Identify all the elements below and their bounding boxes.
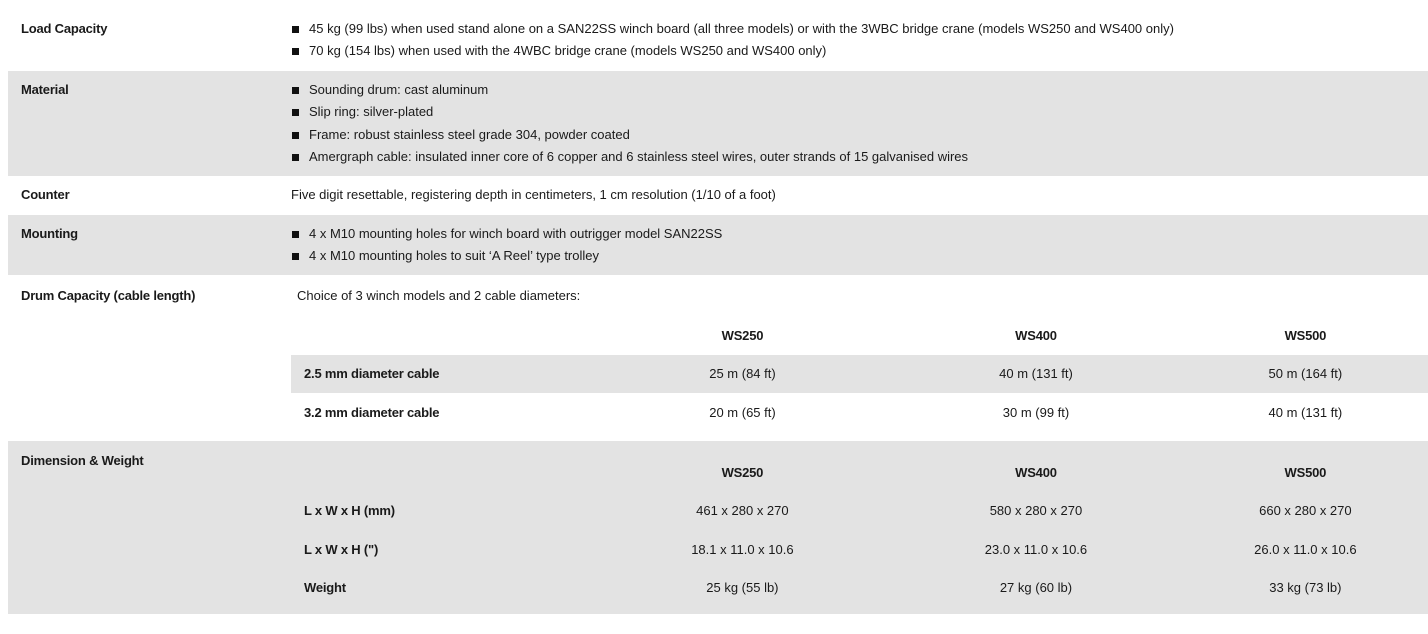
table-cell: 25 kg (55 lb) [706, 580, 779, 596]
table-cell: 40 m (131 ft) [889, 355, 1183, 394]
table-cell: 40 m (131 ft) [1268, 404, 1343, 420]
spec-row-counter [8, 176, 1428, 215]
square-bullet-icon [292, 253, 299, 260]
spec-label: Load Capacity [21, 21, 108, 36]
list-item: Sounding drum: cast aluminum [291, 79, 1428, 101]
table-row [291, 393, 1428, 432]
table-header-row [291, 316, 1428, 355]
column-header-ws500: WS500 [1284, 464, 1327, 480]
table-cell: 33 kg (73 lb) [1269, 580, 1342, 596]
drum-capacity-intro: Choice of 3 winch models and 2 cable diameters: [297, 288, 581, 303]
row-header: 2.5 mm diameter cable [291, 355, 596, 394]
dimension-weight-table [291, 453, 1428, 607]
list-item: 70 kg (154 lbs) when used with the 4WBC bridge crane (models WS250 and WS400 only) [291, 40, 1428, 62]
list-item: 4 x M10 mounting holes to suit ‘A Reel’ type trolley [291, 245, 1428, 267]
spec-row-material [8, 71, 1428, 176]
spec-value [291, 79, 1428, 176]
list-item: Slip ring: silver-plated [291, 101, 1428, 123]
square-bullet-icon [292, 132, 299, 139]
column-header-ws250: WS250 [721, 464, 764, 480]
spec-value: Five digit resettable, registering depth in centimeters, 1 cm resolution (1/10 of a foot) [291, 187, 776, 202]
spec-label: Mounting [21, 226, 78, 241]
spec-row-load-capacity [8, 8, 1428, 71]
bullet-list [291, 223, 1428, 268]
row-header: 3.2 mm diameter cable [304, 404, 440, 420]
table-cell: 660 x 280 x 270 [1259, 503, 1352, 519]
spec-value [291, 223, 1428, 275]
table-cell: 25 m (84 ft) [596, 355, 890, 394]
spec-row-dimension-weight [8, 441, 1428, 614]
square-bullet-icon [292, 48, 299, 55]
table-cell: 580 x 280 x 270 [989, 503, 1083, 519]
spec-value [291, 450, 1428, 614]
row-header: Weight [304, 580, 346, 596]
spec-row-drum-capacity [8, 275, 1428, 441]
row-header: L x W x H (mm) [304, 503, 395, 519]
spec-label: Dimension & Weight [21, 453, 144, 468]
square-bullet-icon [292, 26, 299, 33]
spec-label: Material [21, 82, 69, 97]
spec-row-mounting [8, 215, 1428, 275]
square-bullet-icon [292, 109, 299, 116]
row-header: L x W x H (") [304, 541, 379, 557]
column-header-ws400: WS400 [1015, 327, 1057, 343]
square-bullet-icon [292, 231, 299, 238]
table-cell: 50 m (164 ft) [1183, 355, 1428, 394]
bullet-list [291, 79, 1428, 169]
table-header-row [291, 453, 1428, 492]
column-header-ws500: WS500 [1284, 327, 1327, 343]
table-cell: 23.0 x 11.0 x 10.6 [984, 541, 1088, 557]
specifications-table [8, 8, 1428, 614]
spec-value [291, 18, 1428, 71]
table-row [291, 530, 1428, 569]
square-bullet-icon [292, 154, 299, 161]
table-corner [291, 316, 596, 355]
table-row [291, 355, 1428, 394]
list-item: 4 x M10 mounting holes for winch board with outrigger model SAN22SS [291, 223, 1428, 245]
bullet-list [291, 18, 1428, 63]
list-item: 45 kg (99 lbs) when used stand alone on a SAN22SS winch board (all three models) or with the 3WBC bridge crane (models WS250 and WS400 only) [291, 18, 1428, 40]
table-corner [291, 453, 596, 492]
table-cell: 18.1 x 11.0 x 10.6 [691, 541, 794, 557]
spec-label: Drum Capacity (cable length) [21, 288, 196, 303]
table-row [291, 569, 1428, 608]
spec-value [291, 285, 1428, 441]
square-bullet-icon [292, 87, 299, 94]
table-cell: 30 m (99 ft) [1002, 404, 1070, 420]
column-header-ws400: WS400 [1015, 464, 1057, 480]
spec-label: Counter [21, 187, 70, 202]
table-cell: 20 m (65 ft) [709, 404, 776, 420]
table-cell: 461 x 280 x 270 [696, 503, 789, 519]
drum-capacity-table [291, 316, 1428, 432]
table-cell: 26.0 x 11.0 x 10.6 [1254, 541, 1357, 557]
column-header-ws250: WS250 [721, 327, 764, 343]
table-row [291, 492, 1428, 531]
table-cell: 27 kg (60 lb) [999, 580, 1073, 596]
list-item: Amergraph cable: insulated inner core of 6 copper and 6 stainless steel wires, outer strands of 15 galvanised wires [291, 146, 1428, 168]
list-item: Frame: robust stainless steel grade 304, powder coated [291, 124, 1428, 146]
